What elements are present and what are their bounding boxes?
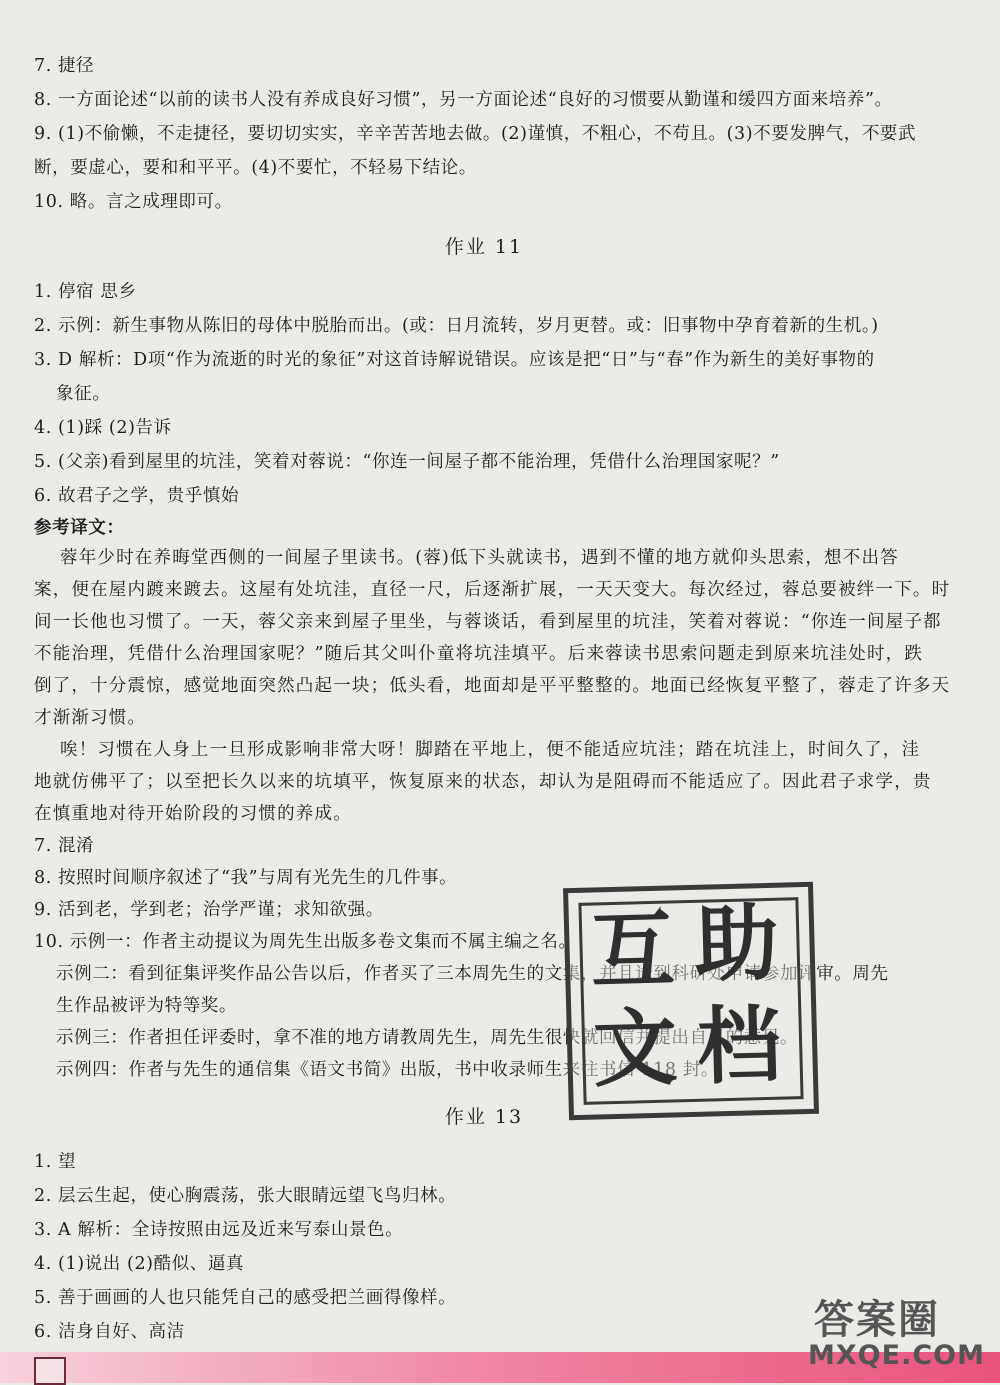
answer-line: 4. (1)说出 (2)酷似、逼真: [34, 1254, 245, 1274]
translation-line: 间一长他也习惯了。一天，蓉父亲来到屋子里坐，与蓉谈话，看到屋里的坑洼，笑着对蓉说：“你连一间屋子都: [34, 612, 942, 632]
answer-line: 示例四：作者与先生的通信集《语文书简》出版，书中收录师生来往书信 118 封。: [56, 1060, 719, 1080]
reference-translation-title: 参考译文：: [34, 518, 125, 538]
translation-line: 唉！习惯在人身上一旦形成影响非常大呀！脚踏在平地上，便不能适应坑洼；踏在坑洼上，时间久了，洼: [60, 740, 921, 760]
answer-line: 10. 示例一：作者主动提议为周先生出版多卷文集而不属主编之名。: [34, 932, 577, 952]
translation-line: 倒了，十分震惊，感觉地面突然凸起一块；低头看，地面却是平平整整的。地面已经恢复平整了，蓉走了许多天: [34, 676, 951, 696]
answer-line: 9. (1)不偷懒，不走捷径，要切切实实，辛辛苦苦地去做。(2)谨慎，不粗心，不苟且。(3)不要发脾气，不要武: [34, 124, 917, 144]
answer-line: 2. 层云生起，使心胸震荡，张大眼睛远望飞鸟归林。: [34, 1186, 457, 1206]
stamp-character: 互: [589, 900, 676, 1001]
answer-line: 3. A 解析：全诗按照由远及近来写泰山景色。: [34, 1220, 404, 1240]
corner-box-icon: [34, 1357, 66, 1385]
answer-line: 6. 故君子之学，贵乎慎始: [34, 486, 240, 506]
answer-line: 1. 停宿 思乡: [34, 282, 137, 302]
translation-line: 在慎重地对待开始阶段的习惯的养成。: [34, 804, 352, 824]
watermark-text: 答案圈: [814, 1297, 940, 1343]
answer-line: 示例三：作者担任评委时，拿不准的地方请教周先生，周先生很快就回信并提出自己的意见。: [56, 1028, 799, 1048]
translation-line: 不能治理，凭借什么治理国家呢？”随后其父叫仆童将坑洼填平。后来蓉读书思索问题走到原来坑洼处时，跌: [34, 644, 924, 664]
section-heading: 作业 13: [444, 1106, 524, 1128]
answer-line: 8. 按照时间顺序叙述了“我”与周有光先生的几件事。: [34, 868, 458, 888]
answer-line: 7. 混淆: [34, 836, 95, 856]
watermark-stamp: [563, 882, 819, 1120]
answer-line: 4. (1)踩 (2)告诉: [34, 418, 172, 438]
answer-line: 6. 洁身自好、高洁: [34, 1322, 185, 1342]
answer-line: 7. 捷径: [34, 56, 95, 76]
watermark-url: MXQE.COM: [808, 1340, 985, 1371]
answer-line: 5. (父亲)看到屋里的坑洼，笑着对蓉说：“你连一间屋子都不能治理，凭借什么治理国家呢？”: [34, 452, 780, 472]
translation-line: 案，便在屋内踱来踱去。这屋有处坑洼，直径一尺，后逐渐扩展，一天天变大。每次经过，蓉总要被绊一下。时: [34, 580, 951, 600]
site-watermark-logo: [808, 1288, 988, 1378]
stamp-character: 档: [695, 995, 783, 1096]
section-heading: 作业 11: [444, 236, 524, 258]
answer-line: 8. 一方面论述“以前的读书人没有养成良好习惯”，另一方面论述“良好的习惯要从勤谨和缓四方面来培养”。: [34, 90, 893, 110]
translation-line: 地就仿佛平了；以至把长久以来的坑填平，恢复原来的状态，却认为是阻碍而不能适应了。因此君子求学，贵: [34, 772, 932, 792]
translation-line: 才渐渐习惯。: [34, 708, 147, 728]
answer-line: 10. 略。言之成理即可。: [34, 192, 233, 212]
answer-line: 示例二：看到征集评奖作品公告以后，作者买了三本周先生的文集，并且送到科研处申请参加评审。周先: [56, 964, 889, 984]
answer-line: 3. D 解析：D项“作为流逝的时光的象征”对这首诗解说错误。应该是把“日”与“春”作为新生的美好事物的: [34, 350, 875, 370]
answer-line: 断，要虚心，要和和平平。(4)不要忙，不轻易下结论。: [34, 158, 477, 178]
answer-line: 生作品被评为特等奖。: [56, 996, 237, 1016]
stamp-character: 文: [591, 998, 679, 1099]
answer-line: 1. 望: [34, 1152, 77, 1172]
answer-line: 5. 善于画画的人也只能凭自己的感受把兰画得像样。: [34, 1288, 457, 1308]
answer-line: 象征。: [56, 384, 111, 404]
translation-line: 蓉年少时在养晦堂西侧的一间屋子里读书。(蓉)低下头就读书，遇到不懂的地方就仰头思索，想不出答: [60, 548, 899, 568]
answer-line: 9. 活到老，学到老；治学严谨；求知欲强。: [34, 900, 384, 920]
stamp-character: 助: [693, 893, 780, 994]
answer-line: 2. 示例：新生事物从陈旧的母体中脱胎而出。(或：日月流转，岁月更替。或：旧事物中孕育着新的生机。): [34, 316, 879, 336]
